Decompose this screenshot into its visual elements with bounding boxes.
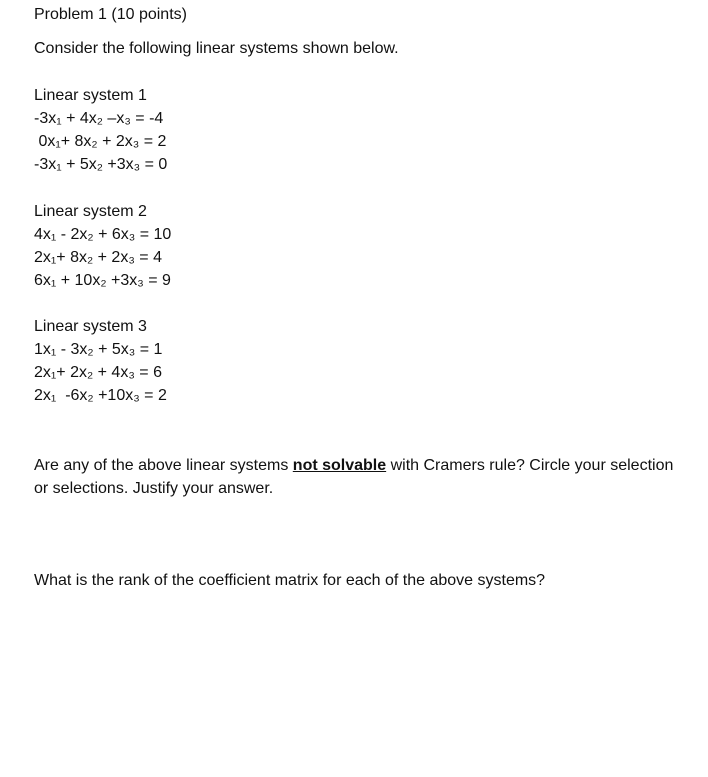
system-2-equation-3: 6x₁ + 10x₂ +3x₃ = 9	[34, 272, 171, 289]
system-3-equation-3: 2x₁ -6x₂ +10x₃ = 2	[34, 387, 167, 404]
problem-heading: Problem 1 (10 points)	[34, 6, 187, 23]
system-2-equation-1: 4x₁ - 2x₂ + 6x₃ = 10	[34, 226, 172, 243]
system-3-equation-1: 1x₁ - 3x₂ + 5x₃ = 1	[34, 341, 163, 358]
system-1-equation-1: -3x₁ + 4x₂ –x₃ = -4	[34, 110, 164, 127]
question-1	[34, 454, 684, 500]
system-2-equation-2: 2x₁+ 8x₂ + 2x₃ = 4	[34, 249, 162, 266]
question-2: What is the rank of the coefficient matrix for each of the above systems?	[34, 572, 546, 589]
system-2-title: Linear system 2	[34, 203, 147, 220]
system-3-title: Linear system 3	[34, 318, 147, 335]
question-1-text-after: with Cramers rule? Circle your selection or selections. Justify your answer.	[34, 457, 674, 497]
system-1-title: Linear system 1	[34, 87, 147, 104]
system-1-equation-3: -3x₁ + 5x₂ +3x₃ = 0	[34, 156, 168, 173]
question-1-emphasis: not solvable	[292, 457, 387, 474]
question-1-text-before: Are any of the above linear systems	[34, 457, 293, 474]
intro-text: Consider the following linear systems shown below.	[34, 40, 399, 57]
system-3-equation-2: 2x₁+ 2x₂ + 4x₃ = 6	[34, 364, 162, 381]
system-1-equation-2: 0x₁+ 8x₂ + 2x₃ = 2	[34, 133, 167, 150]
